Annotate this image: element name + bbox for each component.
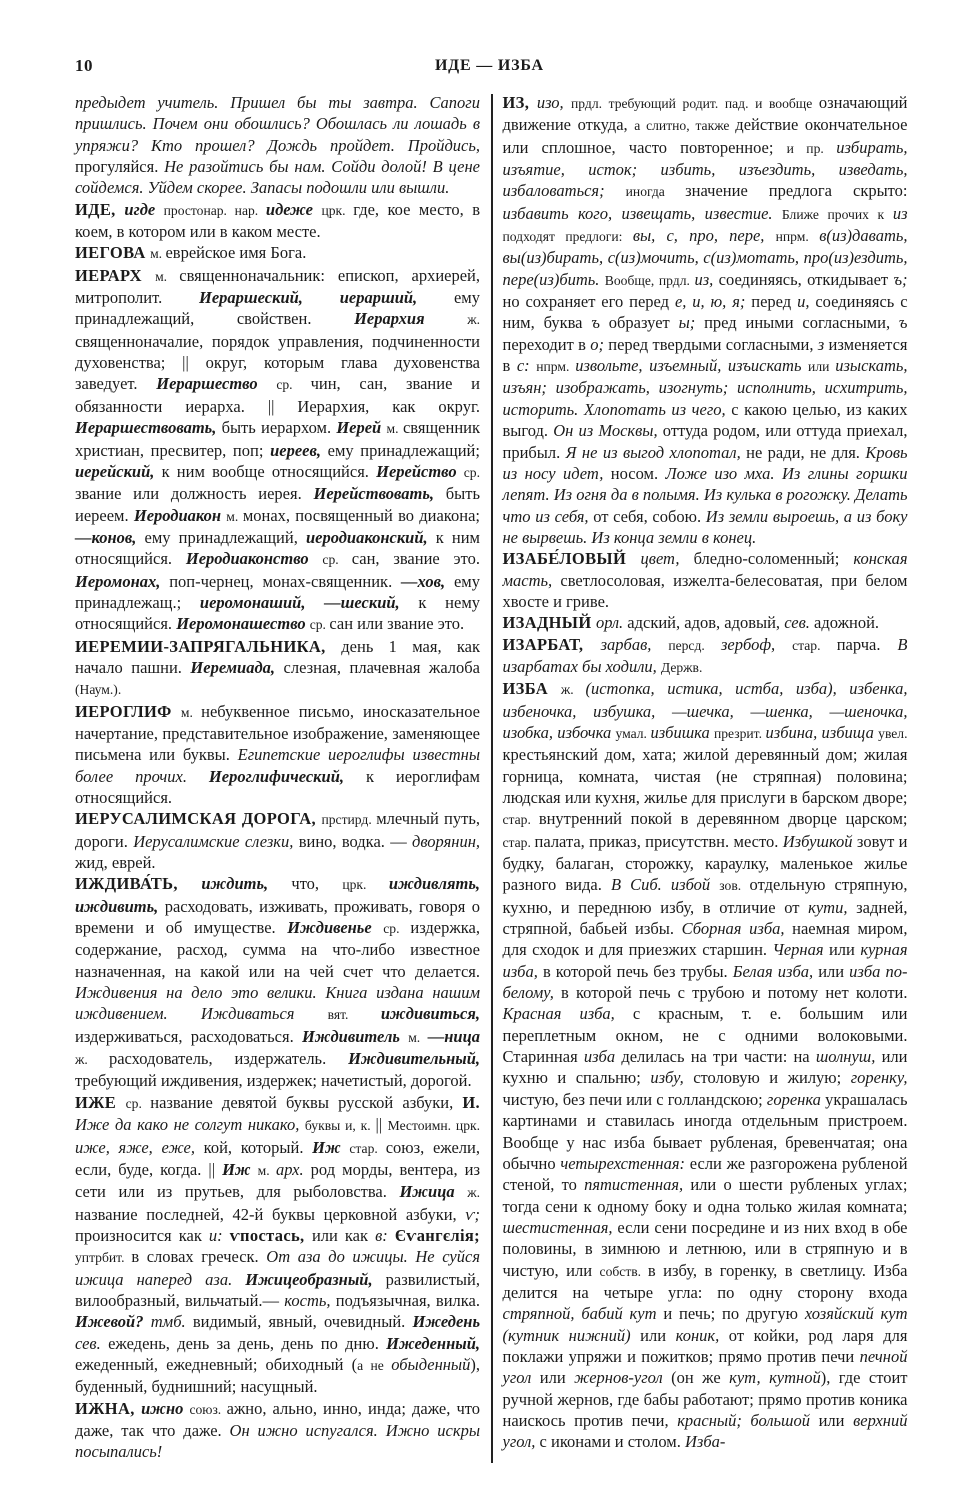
running-header: ИДЕ — ИЗБА — [434, 57, 544, 74]
dictionary-entry: ИЕГОВА м. еврейское имя Бога. — [75, 243, 307, 263]
column-divider — [491, 94, 493, 1463]
dictionary-entry: ИЕРОГЛИФ м. небуквенное письмо, иносказательное начертание, представительное изображение, заменяющее письмена или буквы. Египетские иероглифы известны более прочих. Иероглифический, к иероглифам относящийся. — [75, 701, 481, 807]
dictionary-entry: ИЕРУСАЛИМСКАЯ ДОРОГА, прстирд. млечный путь, дороги. Иерусалимские слезки, вино, водка. — дворянин, жид, еврей. — [75, 809, 481, 873]
right-column — [503, 92, 908, 1463]
dictionary-entry: ИЖЕ ср. название девятой буквы русской азбуки, И. Иже да како не солгут никако, буквы и, к. || Местоимн. црк. иже, яже, еже, кой, который. Иж стар. союз, ежели, если, буде, когда. || Иж м. арх. род морды, вентера, из сети или из прутьев, для рыболовства. Ижица ж. название последней, 42-й буквы церковной азбуки, ѵ; произносится как и: ѵпостась, или как в: Єѵангєлія; уптрбит. в словах греческ. От аза до ижицы. Не суйся ижица наперед аза. Ижицеобразный, развилистый, вилообразный, вильчатый.— кость, подъязычная, вилка. Ижевой? тмб. видимый, явный, очевидный. Ижедень сев. ежедень, день за день, день по дню. Ижеденный, ежеденный, ежедневный; обиходный (а не обыденный), буденный, буднишний; насущный. — [75, 1092, 481, 1397]
dictionary-entry: ИЕРЕМИИ-ЗАПРЯГАЛЬНИКА, день 1 мая, как начало пашни. Иеремиада, слезная, плачевная жалоба (Наум.). — [75, 636, 481, 698]
dictionary-entry: ИЖДИВА́ТЬ, иждить, что, црк. иждивлять, иждивить, расходовать, изживать, проживать, говоря о времени и об имуществе. Иждивенье ср. издержка, содержание, расход, сумма на что-либо известное назначенная, на какой или на чей счет что делается. Иждивения на дело это велики. Книга издана нашим иждивением. Иждиваться вят. иждивиться, издерживаться, расходоваться. Иждивитель м. —ница ж. расходователь, издержатель. Иждивительный, требующий иждивения, издержек; начетистый, дорогой. — [75, 874, 481, 1091]
dictionary-entry: ИЕРАРХ м. священноначальник: епископ, архиерей, митрополит. Иераршеский, иерарший, ему принадлежащий, свойствен. Иерархия ж. священноначалие, порядок управления, подчиненности духовенства; || округ, которым глава духовенства заведует. Иераршество ср. чин, сан, звание и обязанности иерарха. || Иерархия, как округ. Иераршествовать, быть иерархом. Иерей м. священник христиан, пресвитер, поп; иереев, ему принадлежащий; иерейский, к ним вообще относящийся. Иерейство ср. звание или должность иерея. Иерействовать, быть иереем. Иеродиакон м. монах, посвященный во диакона; —конов, ему принадлежащий, иеродиаконский, к ним относящийся. Иеродиаконство ср. сан, звание это. Иеромонах, поп-чернец, монах-священник. —хов, ему принадлежащ.; иеромонаший, —шеский, к нему относящийся. Иеромонашество ср. сан или звание это. — [75, 265, 481, 634]
dictionary-entry: ИЗАРБАТ, зарбав, персд. зербоф, стар. парча. В изарбатах бы ходили, Держв. — [502, 634, 908, 676]
dictionary-entry: ИЗ, изо, прдл. требующий родит. пад. и вообще означающий движение откуда, а слитно, также действие окончательное или сплошное, часто повторенное; и пр. избирать, изъятие, исток; избить, изъездить, изведать, избаловаться; иногда значение предлога скрыто: избавить кого, извещать, известие. Ближе прочих к из подходят предлоги: вы, с, про, пере, нпрм. в(из)давать, вы(из)бирать, с(из)мочить, с(из)мотать, про(из)ездить, пере(из)бить. Вообще, прдл. из, соединяясь, откидывает ъ; но сохраняет его перед е, и, ю, я; перед и, соединяясь с ним, буква ъ образует ы; пред иными согласными, ъ переходит в о; перед твердыми согласными, з изменяется в с: нпрм. извольте, изъемный, изъискать или изыскать, изъян; изображать, изогнуть; исполнить, исхитрить, историть. Хлопотать из чего, с какою целью, из каких выгод. Он из Москвы, оттуда родом, или оттуда приехал, прибыл. Я не из выгод хлопотал, не ради, не для. Кровь из носу идет, носом. Ложе изо мха. Из глины горшки лепят. Из огня да в полымя. Из кулька в рогожку. Делать что из себя, от себя, собою. Из земли выроешь, а из боку не вырвешь. Из конца земли в конец. — [502, 93, 908, 547]
dictionary-entry: предыдет учитель. Пришел бы ты завтра. Сапоги пришлись. Почем они обошлись? Обошлась ли лошадь в упряжи? Кто прошел? Дождь пройдет. Пройдись, прогуляйся. Не разойтись бы нам. Сойди долой! В цене сойдемся. Уйдем скорее. Запасы подошли или вышли. — [75, 93, 480, 198]
dictionary-entry: ИЗАДНЫЙ орл. адский, адов, адовый, сев. адожной. — [502, 613, 880, 633]
text-columns — [75, 92, 908, 1463]
page-number: 10 — [75, 56, 94, 75]
dictionary-entry: ИЗБА ж. (истопка, истика, истба, изба), избенка, избеночка, избушка, —шечка, —шенка, —шеночка, изобка, избочка умал. избишка презрит. избина, избища увел. крестьянский дом, хата; жилой деревянный дом; жилая горница, комната, чистая (не стряпная) половина; людская или кухня, жилье для прислуги в барском дворе; стар. внутренний покой в деревянном дворце царском; стар. палата, приказ, присутствн. место. Избушкой зовут и будку, балаган, сторожку, караулку, маленькое жилье разного вида. В Сиб. избой зов. отдельную стряпную, кухню, и переднюю избу, в отличие от кути, задней, стряпной, бабьей избы. Сборная изба, наемная миром, для сходок и для приезжих старшин. Черная или курная изба, в которой печь без трубы. Белая изба, или изба по-белому, в которой печь с трубою и потому нет колоти. Красная изба, с красным, т. е. большим или переплетным окном, не с одними волоковыми. Старинная изба делилась на три части: на шолнуш, или кухню и спальню; избу, столовую и жилую; горенку, чистую, без печи или с голландскою; горенка украшалась картинами и ставилась иногда отдельным пристроем. Вообще у нас изба бывает рубленая, бревенчатая; она обычно четырехстенная: если же разгорожена рубленой стеной, то пятистенная, или о шести рубленых углах; тогда сени к одному боку и одна только жилая комната; шестистенная, если сени посредине и из них вход в обе половины, в зимнюю и летнюю, или в стряпную и в чистую, или собств. в избу, в горенку, в светлицу. Изба делится на четыре угла: по одну сторону входа стряпной, бабий кут и печь; по другую хозяйский кут (кутник нижний) или коник, от койки, род ларя для поклажи упряжи и пожитков; прямо против печи печной угол или жернов-угол (он же кут, кутной), где стоит ручной жернов, где бабы работают; прямо против коника наискось против печи, красный; большой или верхний угол, с иконами и столом. Изба- — [502, 679, 908, 1452]
dictionary-entry: ИДЕ, игде простонар. нар. идеже црк. где, кое место, в коем, в котором или в каком месте. — [75, 199, 480, 242]
left-column — [75, 92, 480, 1463]
page-header-row — [75, 56, 906, 80]
dictionary-entry: ИЖНА, ижно союз. ажно, ально, инно, инда; даже, что даже, так что даже. Он ижно испугался. Ижно искры посыпались! — [75, 1398, 480, 1462]
dictionary-entry: ИЗАБЕ́ЛОВЫЙ цвет, бледно-соломенный; конская масть, светлосоловая, изжелта-белесоватая, при белом хвосте и гриве. — [502, 549, 908, 611]
